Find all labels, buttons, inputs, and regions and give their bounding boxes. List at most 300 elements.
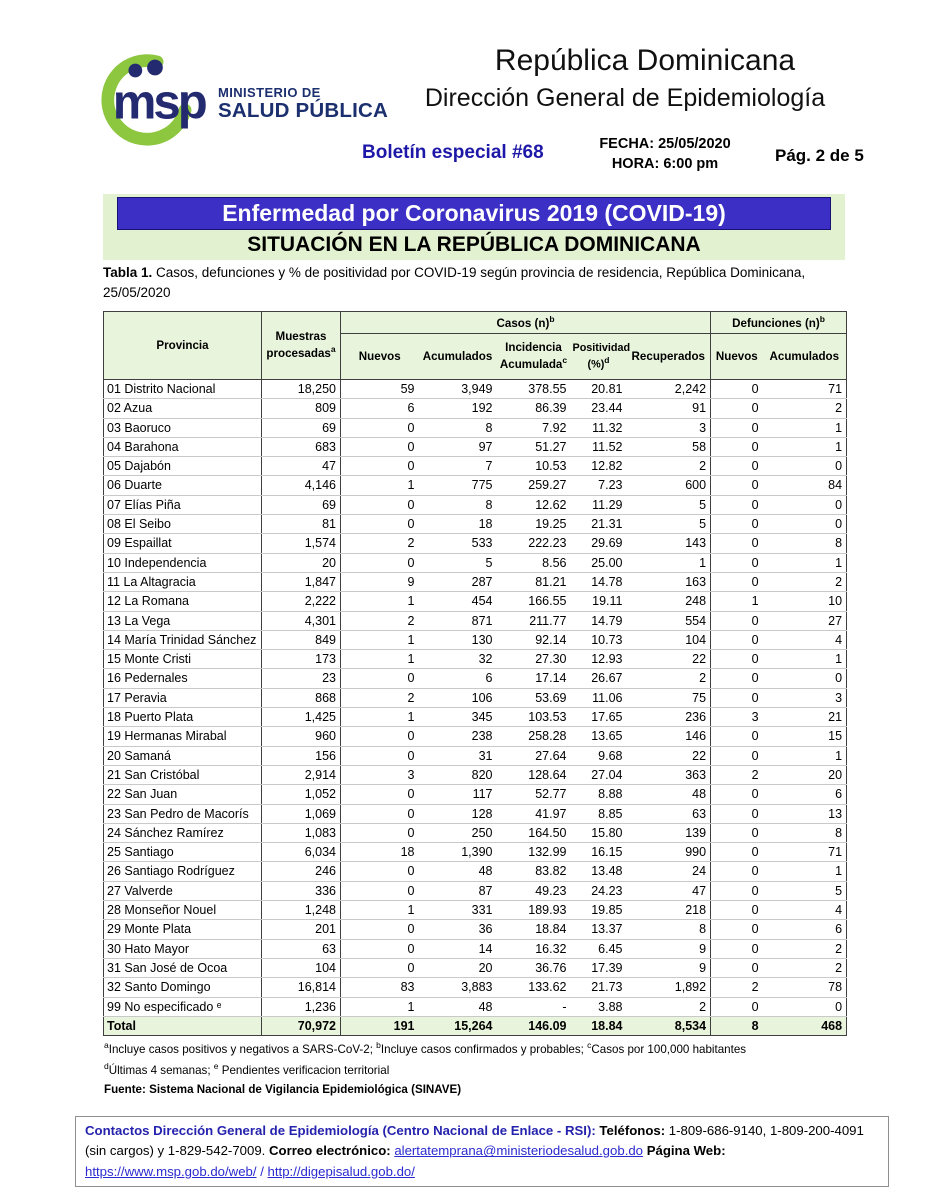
value-cell: 97 [419,437,497,456]
value-cell: 454 [419,592,497,611]
value-cell: 8 [763,534,847,553]
value-cell: 8 [419,495,497,514]
value-cell: 29.69 [571,534,627,553]
value-cell: 87 [419,881,497,900]
table-row [104,688,847,707]
table-row [104,978,847,997]
value-cell: 0 [711,920,763,939]
value-cell: 13.65 [571,727,627,746]
value-cell: 2 [627,457,711,476]
value-cell: 15,264 [419,1016,497,1035]
value-cell: 0 [341,418,419,437]
table-row [104,920,847,939]
value-cell: 1 [341,650,419,669]
value-cell: 0 [341,920,419,939]
value-cell: 18 [419,515,497,534]
value-cell: 58 [627,437,711,456]
email-label: Correo electrónico: [269,1143,395,1159]
value-cell: 10.53 [497,457,571,476]
value-cell: 9 [341,572,419,591]
value-cell: 0 [711,553,763,572]
value-cell: 4 [763,901,847,920]
value-cell: 32 [419,650,497,669]
value-cell: 48 [627,785,711,804]
value-cell: 6,034 [262,843,341,862]
value-cell: 48 [419,997,497,1016]
web-link-digepi[interactable]: http://digepisalud.gob.do/ [267,1163,415,1179]
value-cell: 1,425 [262,708,341,727]
value-cell: 53.69 [497,688,571,707]
value-cell: 78 [763,978,847,997]
value-cell: 8.85 [571,804,627,823]
value-cell: 24 [627,862,711,881]
value-cell: 117 [419,785,497,804]
province-cell: 22 San Juan [104,785,262,804]
value-cell: 2,222 [262,592,341,611]
province-cell: 99 No especificado ᵉ [104,997,262,1016]
value-cell: 201 [262,920,341,939]
value-cell: 0 [763,495,847,514]
value-cell: 13.48 [571,862,627,881]
value-cell: 2 [763,939,847,958]
value-cell: 1,069 [262,804,341,823]
value-cell: 236 [627,708,711,727]
province-cell: 14 María Trinidad Sánchez [104,630,262,649]
value-cell: 91 [627,399,711,418]
value-cell: 2 [763,958,847,977]
value-cell: 0 [711,495,763,514]
banner-subtitle: SITUACIÓN EN LA REPÚBLICA DOMINICANA [247,233,701,256]
value-cell: 8,534 [627,1016,711,1035]
value-cell: 10.73 [571,630,627,649]
value-cell: 0 [711,843,763,862]
header-acumulados: Acumulados [419,334,497,380]
value-cell: 0 [711,688,763,707]
footnote-source: Fuente: Sistema Nacional de Vigilancia Epidemiológica (SINAVE) [104,1083,462,1097]
value-cell: 23.44 [571,399,627,418]
value-cell: 9 [627,958,711,977]
value-cell: 0 [763,997,847,1016]
value-cell: 52.77 [497,785,571,804]
value-cell: 20 [763,765,847,784]
value-cell: 3 [711,708,763,727]
value-cell: 13.37 [571,920,627,939]
value-cell: 1 [341,630,419,649]
value-cell: 0 [711,901,763,920]
value-cell: 0 [341,746,419,765]
value-cell: 600 [627,476,711,495]
value-cell: 345 [419,708,497,727]
province-cell: 13 La Vega [104,611,262,630]
value-cell: 533 [419,534,497,553]
value-cell: 0 [341,457,419,476]
value-cell: 16.15 [571,843,627,862]
value-cell: 22 [627,650,711,669]
value-cell: 19.25 [497,515,571,534]
value-cell: 19.85 [571,901,627,920]
value-cell: 3 [763,688,847,707]
footnotes [104,1038,861,1099]
value-cell: 0 [711,804,763,823]
footnote-line1: $^a$Incluye casos positivos y negativos a SARS-CoV-2; $^b$Incluye casos confirmados y probables; $^c$Casos por 100,000 habitantes [104,1040,747,1056]
value-cell: 83.82 [497,862,571,881]
value-cell: 86.39 [497,399,571,418]
value-cell: 246 [262,862,341,881]
value-cell: 336 [262,881,341,900]
value-cell: 81.21 [497,572,571,591]
value-cell: 222.23 [497,534,571,553]
email-link[interactable]: alertatemprana@ministeriodesalud.gob.do [394,1143,644,1159]
bulletin-number: Boletín especial #68 [362,142,544,163]
value-cell: 130 [419,630,497,649]
footnote-line2: $^d$Últimas 4 semanas; $^e$ Pendientes verificacion territorial [104,1061,390,1077]
value-cell: 17.65 [571,708,627,727]
value-cell: 11.29 [571,495,627,514]
value-cell: 17.39 [571,958,627,977]
value-cell: 47 [262,457,341,476]
table-row [104,939,847,958]
covid-province-table [103,311,847,1036]
value-cell: 2 [627,669,711,688]
value-cell: 0 [711,823,763,842]
table-total-row [104,1016,847,1035]
province-cell: 17 Peravia [104,688,262,707]
table-row [104,785,847,804]
value-cell: 106 [419,688,497,707]
value-cell: 21 [763,708,847,727]
table-caption-label: Tabla 1. [103,265,153,280]
value-cell: 0 [341,669,419,688]
value-cell: 9.68 [571,746,627,765]
value-cell: 24.23 [571,881,627,900]
province-cell: 27 Valverde [104,881,262,900]
value-cell: 63 [627,804,711,823]
value-cell: 0 [711,881,763,900]
table-row [104,997,847,1016]
value-cell: 0 [341,862,419,881]
value-cell: 1,083 [262,823,341,842]
directorate-subtitle: Dirección General de Epidemiología [424,84,826,112]
table-row [104,611,847,630]
value-cell: 48 [419,862,497,881]
value-cell: 1 [711,592,763,611]
value-cell: 103.53 [497,708,571,727]
value-cell: 59 [341,380,419,399]
value-cell: 363 [627,765,711,784]
value-cell: 1,248 [262,901,341,920]
value-cell: 1 [763,418,847,437]
value-cell: 2 [341,611,419,630]
value-cell: 0 [341,785,419,804]
date-label: FECHA: 25/05/2020 [599,136,731,152]
value-cell: 9 [627,939,711,958]
value-cell: 0 [711,669,763,688]
value-cell: 189.93 [497,901,571,920]
value-cell: 7.92 [497,418,571,437]
table-row [104,804,847,823]
contacts-box [75,1116,889,1187]
table-row [104,437,847,456]
value-cell: 71 [763,843,847,862]
value-cell: 163 [627,572,711,591]
value-cell: 0 [341,515,419,534]
value-cell: 1,390 [419,843,497,862]
value-cell: 146 [627,727,711,746]
value-cell: 192 [419,399,497,418]
value-cell: 20 [262,553,341,572]
value-cell: 0 [763,457,847,476]
value-cell: 92.14 [497,630,571,649]
value-cell: 8 [627,920,711,939]
table-row [104,958,847,977]
table-body [104,380,847,1036]
web-link-msp[interactable]: https://www.msp.gob.do/web/ [85,1163,257,1179]
value-cell: 19.11 [571,592,627,611]
value-cell: 331 [419,901,497,920]
value-cell: 287 [419,572,497,591]
province-cell: 01 Distrito Nacional [104,380,262,399]
table-row [104,553,847,572]
value-cell: 0 [341,958,419,977]
header-group-casos: Casos $(n)^b$ [341,312,711,334]
value-cell: 1,236 [262,997,341,1016]
province-cell: 18 Puerto Plata [104,708,262,727]
value-cell: 11.32 [571,418,627,437]
value-cell: 218 [627,901,711,920]
province-cell: 24 Sánchez Ramírez [104,823,262,842]
value-cell: 14 [419,939,497,958]
value-cell: 26.67 [571,669,627,688]
country-title: República Dominicana [494,44,796,77]
value-cell: 1 [341,997,419,1016]
title-banner [103,194,845,260]
value-cell: 16,814 [262,978,341,997]
value-cell: 20 [419,958,497,977]
value-cell: 3 [341,765,419,784]
value-cell: 23 [262,669,341,688]
table-row [104,708,847,727]
value-cell: 1,052 [262,785,341,804]
header-provincia: Provincia [104,312,262,380]
value-cell: 0 [341,727,419,746]
value-cell: 3.88 [571,997,627,1016]
value-cell: 6 [763,920,847,939]
table-row [104,572,847,591]
value-cell: 0 [711,418,763,437]
value-cell: 211.77 [497,611,571,630]
value-cell: 0 [711,437,763,456]
table-caption [103,263,860,302]
value-cell: 2 [341,534,419,553]
value-cell: 0 [711,727,763,746]
value-cell: 27.64 [497,746,571,765]
value-cell: 0 [711,862,763,881]
value-cell: 1 [763,553,847,572]
value-cell: 378.55 [497,380,571,399]
table-row [104,650,847,669]
value-cell: 820 [419,765,497,784]
value-cell: 0 [711,746,763,765]
value-cell: 2 [711,978,763,997]
value-cell: 0 [711,650,763,669]
value-cell: 8.56 [497,553,571,572]
value-cell: 2,242 [627,380,711,399]
value-cell: 258.28 [497,727,571,746]
table-row [104,746,847,765]
value-cell: 27.30 [497,650,571,669]
value-cell: 4,146 [262,476,341,495]
table-row [104,495,847,514]
table-row [104,843,847,862]
value-cell: 1 [763,746,847,765]
province-cell: 03 Baoruco [104,418,262,437]
table-row [104,380,847,399]
province-cell: 29 Monte Plata [104,920,262,939]
value-cell: - [497,997,571,1016]
value-cell: 12.62 [497,495,571,514]
value-cell: 8.88 [571,785,627,804]
table-row [104,457,847,476]
table-row [104,727,847,746]
contacts-label: Contactos Dirección General de Epidemiología (Centro Nacional de Enlace - RSI): [85,1123,596,1138]
value-cell: 248 [627,592,711,611]
value-cell: 18.84 [497,920,571,939]
value-cell: 84 [763,476,847,495]
value-cell: 0 [711,785,763,804]
value-cell: 1 [341,476,419,495]
value-cell: 21.31 [571,515,627,534]
value-cell: 166.55 [497,592,571,611]
value-cell: 143 [627,534,711,553]
value-cell: 0 [341,823,419,842]
value-cell: 8 [763,823,847,842]
value-cell: 70,972 [262,1016,341,1035]
value-cell: 173 [262,650,341,669]
value-cell: 18 [341,843,419,862]
value-cell: 133.62 [497,978,571,997]
ministry-line2: SALUD PÚBLICA [218,98,389,122]
value-cell: 2 [763,399,847,418]
province-cell: 28 Monseñor Nouel [104,901,262,920]
table-row [104,476,847,495]
value-cell: 2,914 [262,765,341,784]
value-cell: 3,883 [419,978,497,997]
header-group-defunciones: Defunciones $(n)^b$ [711,312,847,334]
value-cell: 0 [341,553,419,572]
value-cell: 8 [711,1016,763,1035]
value-cell: 12.93 [571,650,627,669]
value-cell: 1 [341,592,419,611]
value-cell: 468 [763,1016,847,1035]
value-cell: 849 [262,630,341,649]
value-cell: 6.45 [571,939,627,958]
phones-text: 1-809-686-9140, 1-809-200-4091 (sin cargos) y 1-829-542-7009. [85,1123,864,1159]
value-cell: 83 [341,978,419,997]
value-cell: 22 [627,746,711,765]
value-cell: 75 [627,688,711,707]
header-def-nuevos: Nuevos [711,334,763,380]
value-cell: 4,301 [262,611,341,630]
value-cell: 238 [419,727,497,746]
table-row [104,592,847,611]
province-cell: 19 Hermanas Mirabal [104,727,262,746]
value-cell: 3,949 [419,380,497,399]
value-cell: 18,250 [262,380,341,399]
value-cell: 1 [763,437,847,456]
header-recuperados: Recuperados [627,334,711,380]
value-cell: 0 [341,881,419,900]
province-cell: 05 Dajabón [104,457,262,476]
province-cell: 30 Hato Mayor [104,939,262,958]
value-cell: 1 [763,862,847,881]
value-cell: 0 [711,399,763,418]
ministry-line1: MINISTERIO DE [218,85,321,100]
value-cell: 6 [419,669,497,688]
value-cell: 554 [627,611,711,630]
value-cell: 16.32 [497,939,571,958]
msp-logo [98,44,388,148]
table-row [104,418,847,437]
value-cell: 0 [341,804,419,823]
value-cell: 0 [763,515,847,534]
value-cell: 2 [711,765,763,784]
table-row [104,881,847,900]
value-cell: 4 [763,630,847,649]
table-row [104,862,847,881]
province-cell: 08 El Seibo [104,515,262,534]
value-cell: 15.80 [571,823,627,842]
value-cell: 2 [763,572,847,591]
header-incidencia: Incidencia Acumulada$^c$ [497,334,571,380]
value-cell: 146.09 [497,1016,571,1035]
value-cell: 5 [627,515,711,534]
header-positividad: Positividad (%)$^d$ [571,334,627,380]
table-row [104,901,847,920]
value-cell: 809 [262,399,341,418]
value-cell: 5 [763,881,847,900]
value-cell: 139 [627,823,711,842]
value-cell: 0 [711,534,763,553]
value-cell: 0 [711,630,763,649]
province-cell: 20 Samaná [104,746,262,765]
value-cell: 15 [763,727,847,746]
province-cell: 16 Pedernales [104,669,262,688]
value-cell: 71 [763,380,847,399]
value-cell: 27.04 [571,765,627,784]
value-cell: 18.84 [571,1016,627,1035]
value-cell: 6 [341,399,419,418]
value-cell: 0 [763,669,847,688]
value-cell: 0 [711,611,763,630]
value-cell: 11.52 [571,437,627,456]
value-cell: 49.23 [497,881,571,900]
value-cell: 27 [763,611,847,630]
province-cell: 23 San Pedro de Macorís [104,804,262,823]
value-cell: 69 [262,418,341,437]
province-cell: 21 San Cristóbal [104,765,262,784]
value-cell: 12.82 [571,457,627,476]
value-cell: 8 [419,418,497,437]
msp-logo-icon [98,44,208,148]
value-cell: 250 [419,823,497,842]
page-number: Pág. 2 de 5 [775,146,864,165]
value-cell: 36 [419,920,497,939]
value-cell: 104 [627,630,711,649]
value-cell: 868 [262,688,341,707]
table-row [104,823,847,842]
value-cell: 0 [711,476,763,495]
province-cell: 09 Espaillat [104,534,262,553]
